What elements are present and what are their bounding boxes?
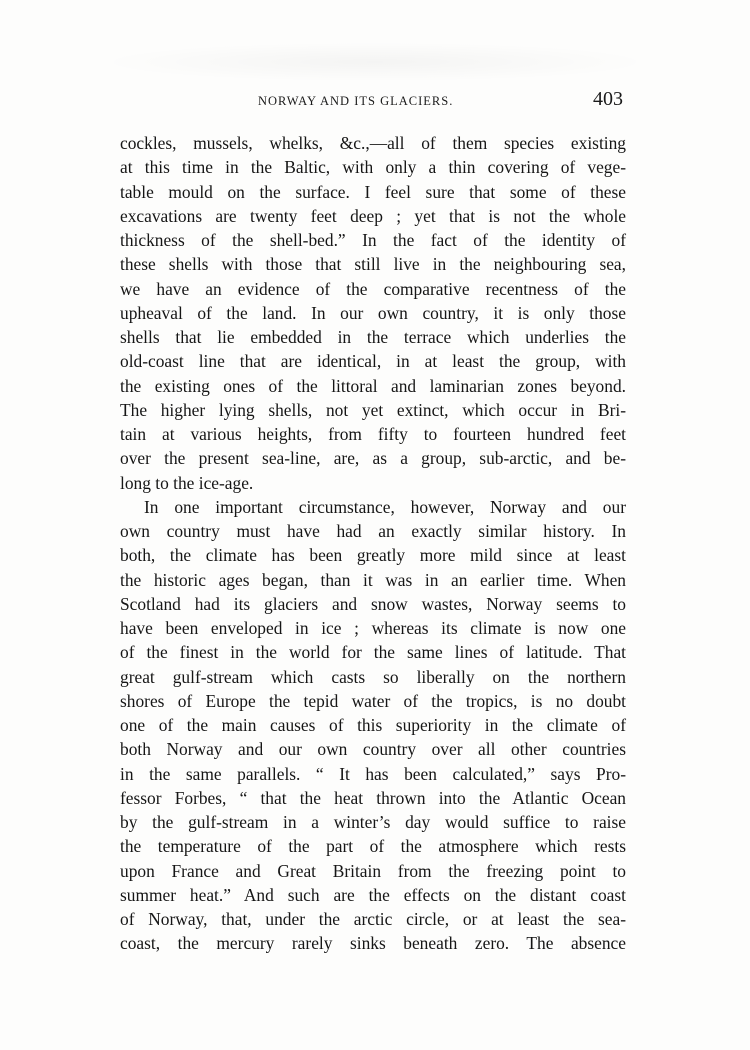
running-title: NORWAY AND ITS GLACIERS.: [258, 94, 454, 108]
text-line: fessor Forbes, “ that the heat thrown into the Atlantic Ocean: [120, 787, 626, 808]
page-smudge: [95, 42, 655, 82]
text-line: shores of Europe the tepid water of the tropics, is no doubt: [120, 690, 626, 711]
text-line: cockles, mussels, whelks, &c.,—all of them species existing: [120, 133, 626, 153]
text-line: upheaval of the land. In our own country, it is only those: [120, 302, 626, 323]
page-number: 403: [593, 88, 623, 110]
text-line: In one important circumstance, however, Norway and our: [144, 496, 626, 517]
text-line: at this time in the Baltic, with only a thin covering of vege-: [120, 157, 626, 178]
text-line: coast, the mercury rarely sinks beneath zero. The absence: [120, 933, 626, 954]
text-line: the temperature of the part of the atmosphere which rests: [120, 836, 626, 857]
text-line: own country must have had an exactly similar history. In: [120, 521, 626, 541]
text-line: summer heat.” And such are the effects on the distant coast: [120, 884, 626, 905]
text-line: have been enveloped in ice ; whereas its climate is now one: [120, 618, 626, 638]
text-line: Scotland had its glaciers and snow wastes, Norway seems to: [120, 593, 626, 614]
text-line: thickness of the shell-bed.” In the fact of the identity of: [120, 230, 626, 250]
text-line: long to the ice-age.: [120, 472, 254, 493]
text-line: over the present sea-line, are, as a group, sub-arctic, and be-: [120, 448, 626, 469]
text-line: one of the main causes of this superiority in the climate of: [120, 715, 626, 735]
text-line: the historic ages began, than it was in an earlier time. When: [120, 569, 626, 590]
text-line: The higher lying shells, not yet extinct, which occur in Bri-: [120, 399, 626, 420]
text-line: of Norway, that, under the arctic circle, or at least the sea-: [120, 909, 626, 929]
text-line: both Norway and our own country over all other countries: [120, 739, 626, 760]
running-head: [120, 88, 625, 116]
text-line: tain at various heights, from fifty to fourteen hundred feet: [120, 424, 626, 444]
text-line: of the finest in the world for the same lines of latitude. That: [120, 642, 626, 663]
text-line: both, the climate has been greatly more mild since at least: [120, 545, 626, 566]
text-line: excavations are twenty feet deep ; yet that is not the whole: [120, 205, 626, 226]
text-line: in the same parallels. “ It has been calculated,” says Pro-: [120, 763, 626, 784]
text-line: upon France and Great Britain from the freezing point to: [120, 860, 626, 881]
text-line: the existing ones of the littoral and laminarian zones beyond.: [120, 375, 626, 396]
text-line: we have an evidence of the comparative recentness of the: [120, 278, 626, 299]
text-line: old-coast line that are identical, in at least the group, with: [120, 351, 626, 372]
body-text: [120, 131, 626, 956]
text-line: shells that lie embedded in the terrace which underlies the: [120, 327, 626, 347]
text-line: great gulf-stream which casts so liberally on the northern: [120, 666, 626, 687]
text-line: by the gulf-stream in a winter’s day would suffice to raise: [120, 812, 626, 832]
text-line: these shells with those that still live in the neighbouring sea,: [120, 254, 626, 275]
text-line: table mould on the surface. I feel sure that some of these: [120, 181, 626, 202]
